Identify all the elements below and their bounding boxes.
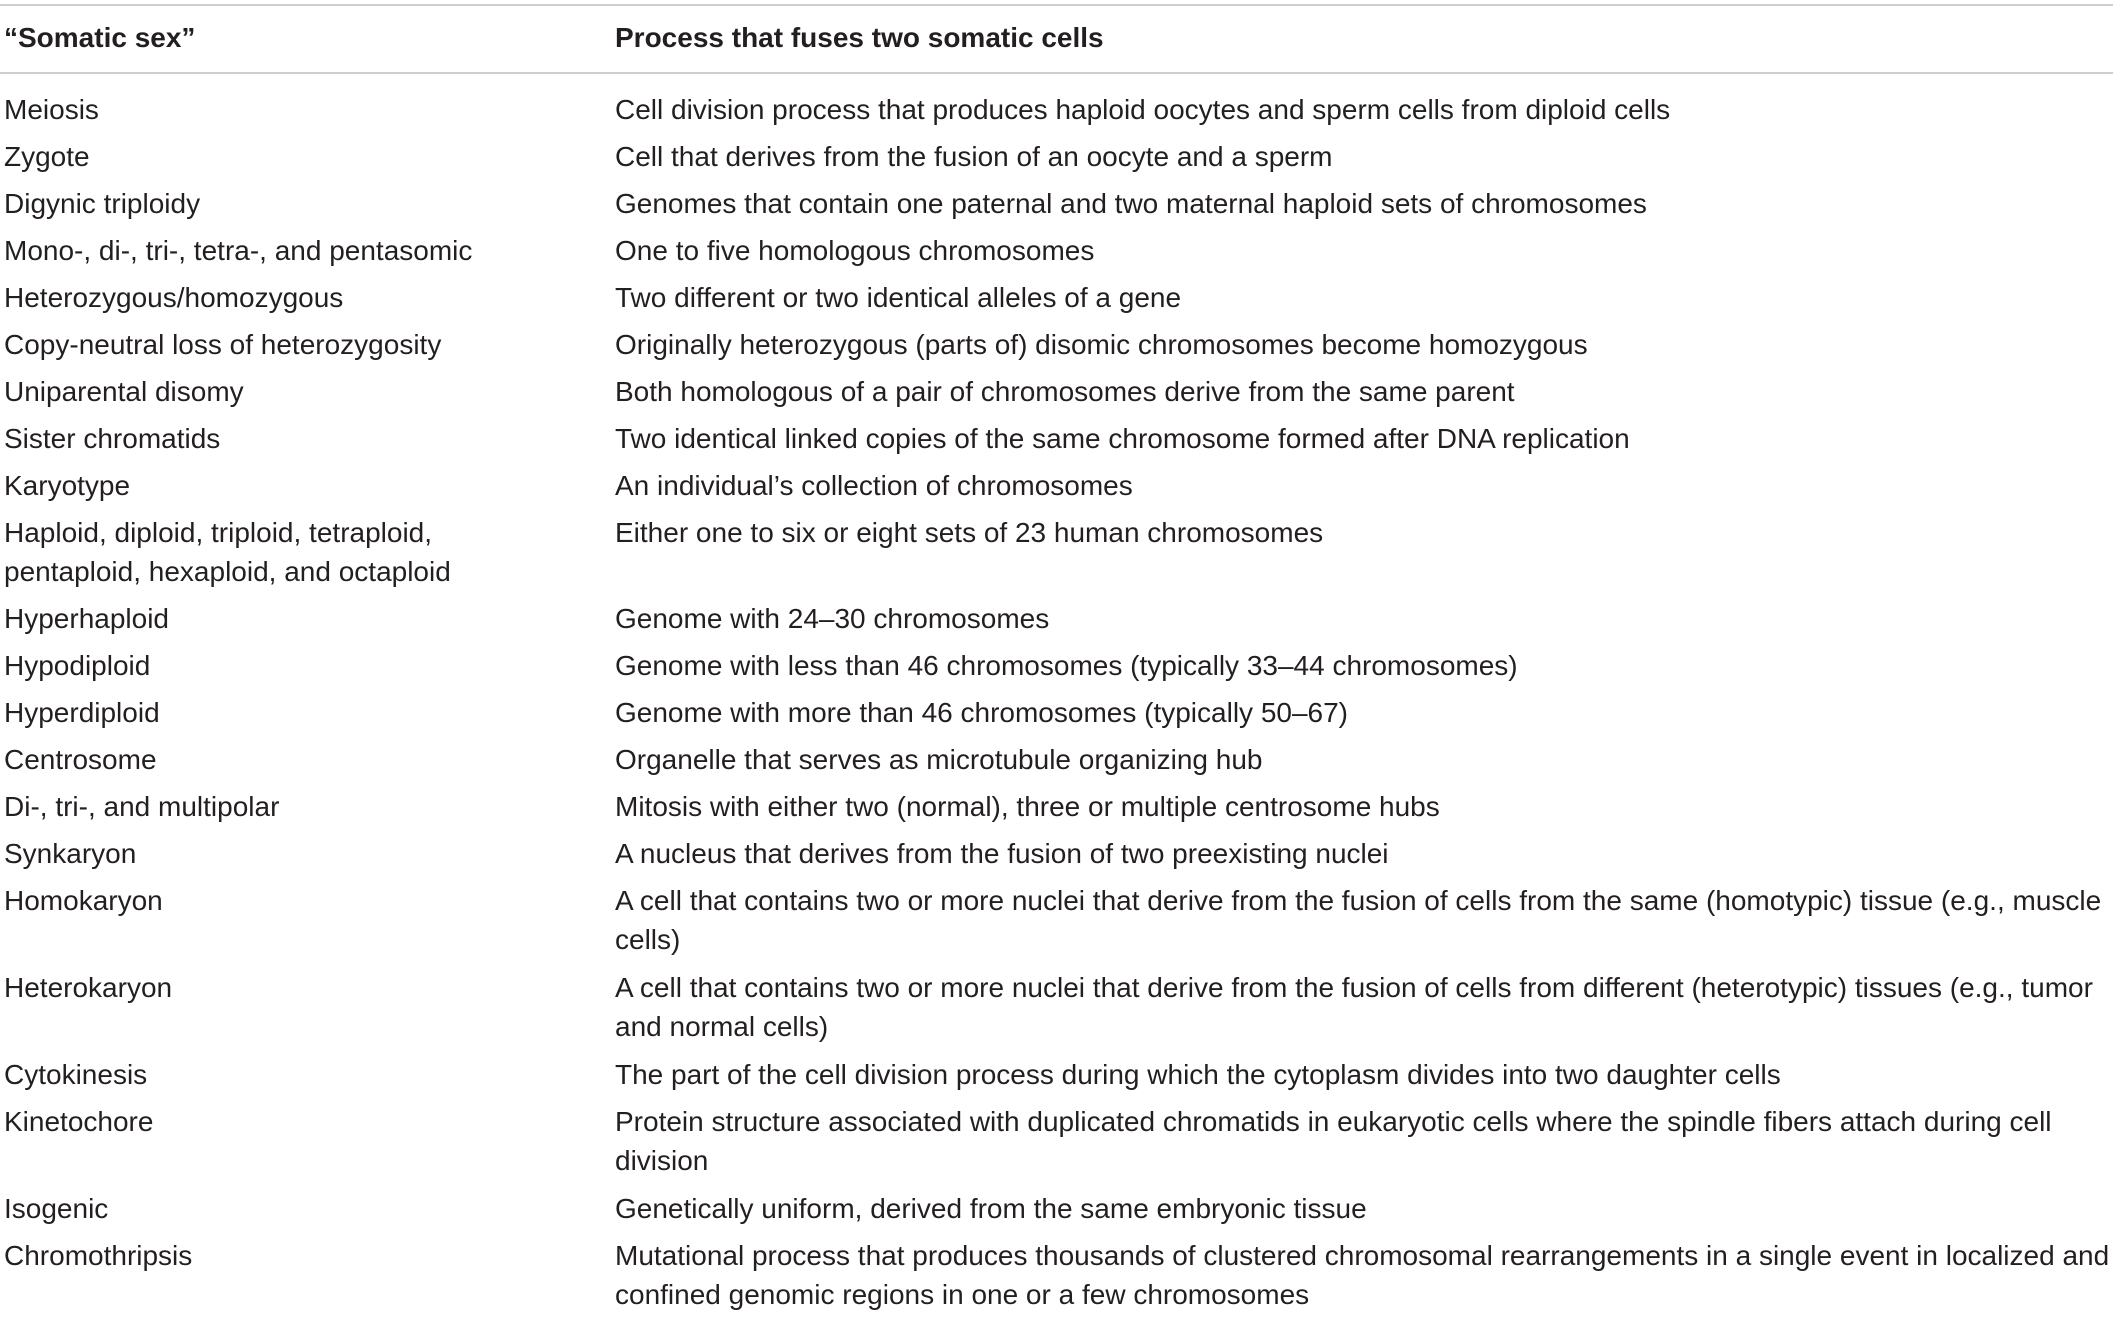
table-row [0,599,2113,646]
table-row [0,90,2113,137]
term-cell: Centrosome [4,744,157,775]
term-cell: Uniparental disomy [4,376,244,407]
header-definition: Process that fuses two somatic cells [615,22,1104,53]
term-cell: Haploid, diploid, triploid, tetraploid, pentaploid, hexaploid, and octaploid [4,517,451,587]
definition-cell: Two identical linked copies of the same chromosome formed after DNA replication [615,423,1630,454]
definition-cell: The part of the cell division process during which the cytoplasm divides into two daughter cells [615,1059,1781,1090]
table-row [0,1189,2113,1236]
table-row [0,693,2113,740]
table-top-rule [0,4,2113,6]
definition-cell: Genomes that contain one paternal and two maternal haploid sets of chromosomes [615,188,1647,219]
term-cell: Heterozygous/homozygous [4,282,344,313]
term-cell: Hyperdiploid [4,697,160,728]
definition-cell: Genome with less than 46 chromosomes (typically 33–44 chromosomes) [615,650,1518,681]
definition-cell: A cell that contains two or more nuclei that derive from the fusion of cells from the same (homotypic) tissue (e.g., muscle cells) [615,885,2102,955]
table-row [0,372,2113,419]
table-header [0,18,2113,72]
table-row [0,881,2113,968]
table-row [0,787,2113,834]
definition-cell: One to five homologous chromosomes [615,235,1095,266]
term-cell: Copy-neutral loss of heterozygosity [4,329,442,360]
table-body [0,90,2113,1316]
table-row [0,419,2113,466]
definition-cell: Genetically uniform, derived from the same embryonic tissue [615,1193,1367,1224]
term-cell: Meiosis [4,94,99,125]
definition-cell: Originally heterozygous (parts of) disomic chromosomes become homozygous [615,329,1588,360]
definition-cell: Two different or two identical alleles of a gene [615,282,1182,313]
table-row [0,740,2113,787]
definition-cell: Cell division process that produces haploid oocytes and sperm cells from diploid cells [615,94,1671,125]
table-row [0,278,2113,325]
term-cell: Digynic triploidy [4,188,201,219]
table-row [0,1055,2113,1102]
definition-cell: Mutational process that produces thousands of clustered chromosomal rearrangements in a single event in localized and confined genomic regions in one or a few chromosomes [615,1240,2110,1310]
term-cell: Heterokaryon [4,972,173,1003]
term-cell: Isogenic [4,1193,109,1224]
definition-cell: Organelle that serves as microtubule organizing hub [615,744,1263,775]
term-cell: Hypodiploid [4,650,151,681]
table-row [0,137,2113,184]
term-cell: Sister chromatids [4,423,221,454]
definition-cell: Either one to six or eight sets of 23 human chromosomes [615,517,1324,548]
table-header-rule [0,72,2113,74]
definition-cell: Genome with 24–30 chromosomes [615,603,1050,634]
term-cell: Chromothripsis [4,1240,193,1271]
term-cell: Zygote [4,141,90,172]
term-cell: Homokaryon [4,885,163,916]
table-row [0,968,2113,1055]
definition-cell: Protein structure associated with duplicated chromatids in eukaryotic cells where the spindle fibers attach during cell division [615,1106,2052,1176]
definition-cell: Genome with more than 46 chromosomes (typically 50–67) [615,697,1349,728]
table-row [0,834,2113,881]
term-cell: Karyotype [4,470,131,501]
term-cell: Kinetochore [4,1106,154,1137]
table-row [0,231,2113,278]
definition-cell: A nucleus that derives from the fusion of two preexisting nuclei [615,838,1389,869]
term-cell: Synkaryon [4,838,137,869]
term-cell: Cytokinesis [4,1059,148,1090]
table-row [0,184,2113,231]
definition-cell: A cell that contains two or more nuclei that derive from the fusion of cells from different (heterotypic) tissues (e.g., tumor and normal cells) [615,972,2093,1042]
term-cell: Hyperhaploid [4,603,169,634]
table-row [0,1102,2113,1189]
table-row [0,1236,2113,1316]
term-cell: Di-, tri-, and multipolar [4,791,280,822]
table-row [0,466,2113,513]
definition-cell: Mitosis with either two (normal), three or multiple centrosome hubs [615,791,1440,822]
table-row [0,325,2113,372]
definition-cell: Both homologous of a pair of chromosomes derive from the same parent [615,376,1515,407]
table-row [0,646,2113,693]
term-cell: Mono-, di-, tri-, tetra-, and pentasomic [4,235,473,266]
table-row [0,513,2113,599]
header-term: “Somatic sex” [4,22,196,53]
definition-cell: Cell that derives from the fusion of an oocyte and a sperm [615,141,1333,172]
definition-cell: An individual’s collection of chromosomes [615,470,1133,501]
